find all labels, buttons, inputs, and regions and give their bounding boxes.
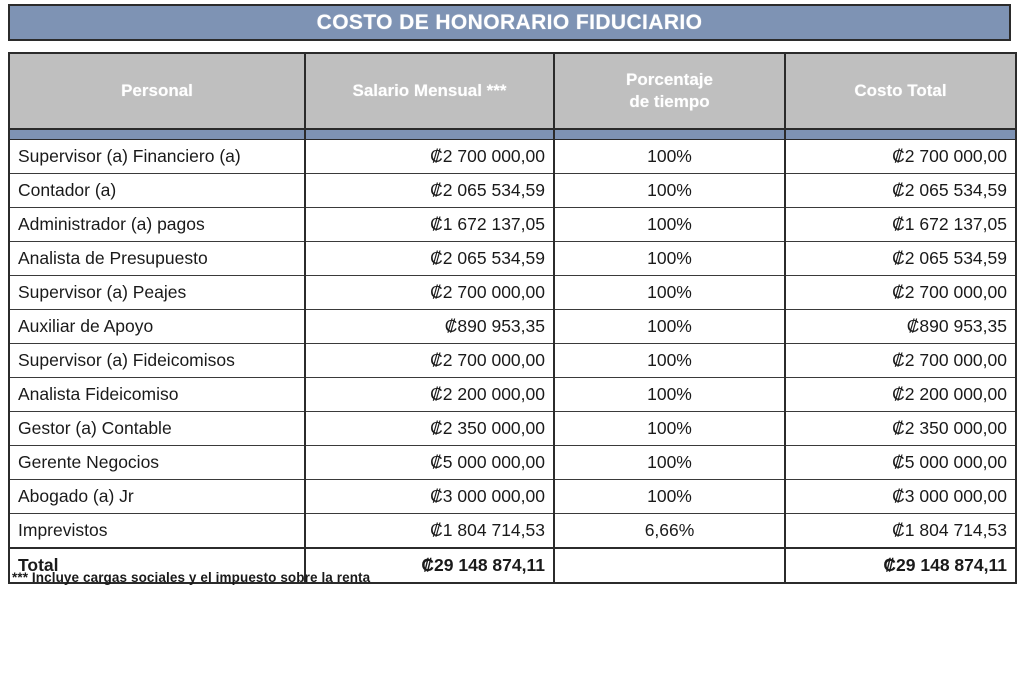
cell-salario-mensual: ₡1 672 137,05	[305, 208, 554, 242]
header-separator-strip	[9, 129, 1016, 140]
table-row	[9, 174, 1016, 208]
cell-salario-mensual: ₡2 700 000,00	[305, 140, 554, 174]
header-separator-cell	[9, 129, 305, 140]
cell-personal: Auxiliar de Apoyo	[9, 310, 305, 344]
document-title-banner	[8, 4, 1011, 41]
cell-personal: Gerente Negocios	[9, 446, 305, 480]
cell-salario-mensual: ₡890 953,35	[305, 310, 554, 344]
cell-porcentaje-de-tiempo	[554, 548, 785, 583]
table-row	[9, 276, 1016, 310]
cell-personal: Analista Fideicomiso	[9, 378, 305, 412]
header-separator-cell	[305, 129, 554, 140]
table-row	[9, 514, 1016, 549]
cell-personal: Imprevistos	[9, 514, 305, 549]
table-row	[9, 208, 1016, 242]
cell-personal: Abogado (a) Jr	[9, 480, 305, 514]
column-header-personal: Personal	[9, 53, 305, 129]
table-row	[9, 446, 1016, 480]
cell-costo-total: ₡1 804 714,53	[785, 514, 1016, 549]
cell-costo-total: ₡890 953,35	[785, 310, 1016, 344]
cell-salario-mensual: ₡1 804 714,53	[305, 514, 554, 549]
cell-porcentaje-de-tiempo: 100%	[554, 480, 785, 514]
cell-personal: Supervisor (a) Fideicomisos	[9, 344, 305, 378]
cell-costo-total: ₡2 065 534,59	[785, 242, 1016, 276]
cell-personal: Supervisor (a) Peajes	[9, 276, 305, 310]
table-row	[9, 344, 1016, 378]
cost-table-container	[8, 52, 1015, 584]
column-header-porcentaje-line2: de tiempo	[629, 92, 710, 111]
cell-salario-mensual: ₡5 000 000,00	[305, 446, 554, 480]
cell-porcentaje-de-tiempo: 100%	[554, 208, 785, 242]
cell-porcentaje-de-tiempo: 6,66%	[554, 514, 785, 549]
header-separator-cell	[554, 129, 785, 140]
cell-salario-mensual: ₡2 700 000,00	[305, 276, 554, 310]
cell-personal: Contador (a)	[9, 174, 305, 208]
cell-costo-total: ₡2 350 000,00	[785, 412, 1016, 446]
cell-porcentaje-de-tiempo: 100%	[554, 140, 785, 174]
table-footnote: *** Incluye cargas sociales y el impuesto sobre la renta	[12, 570, 371, 585]
table-row	[9, 480, 1016, 514]
cell-costo-total: ₡2 200 000,00	[785, 378, 1016, 412]
cell-costo-total: ₡5 000 000,00	[785, 446, 1016, 480]
cell-costo-total: ₡1 672 137,05	[785, 208, 1016, 242]
fiduciary-cost-table	[8, 52, 1017, 584]
cell-porcentaje-de-tiempo: 100%	[554, 412, 785, 446]
cell-porcentaje-de-tiempo: 100%	[554, 310, 785, 344]
cell-personal: Total	[9, 548, 305, 583]
header-separator-cell	[785, 129, 1016, 140]
column-header-costo-total: Costo Total	[785, 53, 1016, 129]
cell-personal: Gestor (a) Contable	[9, 412, 305, 446]
column-header-porcentaje-de-tiempo	[554, 53, 785, 129]
cell-porcentaje-de-tiempo: 100%	[554, 344, 785, 378]
cell-costo-total: ₡2 700 000,00	[785, 140, 1016, 174]
page-title: COSTO DE HONORARIO FIDUCIARIO	[316, 11, 703, 34]
cell-personal: Analista de Presupuesto	[9, 242, 305, 276]
cell-salario-mensual: ₡2 065 534,59	[305, 174, 554, 208]
table-header-row	[9, 53, 1016, 129]
cell-salario-mensual: ₡2 200 000,00	[305, 378, 554, 412]
table-body	[9, 140, 1016, 584]
cell-porcentaje-de-tiempo: 100%	[554, 276, 785, 310]
column-header-porcentaje-line1: Porcentaje	[626, 69, 713, 89]
cell-costo-total: ₡2 065 534,59	[785, 174, 1016, 208]
cell-costo-total: ₡29 148 874,11	[785, 548, 1016, 583]
cell-costo-total: ₡2 700 000,00	[785, 344, 1016, 378]
table-row	[9, 310, 1016, 344]
table-row	[9, 242, 1016, 276]
cell-porcentaje-de-tiempo: 100%	[554, 174, 785, 208]
cell-porcentaje-de-tiempo: 100%	[554, 446, 785, 480]
table-row	[9, 378, 1016, 412]
cell-salario-mensual: ₡2 700 000,00	[305, 344, 554, 378]
cell-porcentaje-de-tiempo: 100%	[554, 242, 785, 276]
table-row	[9, 140, 1016, 174]
cell-salario-mensual: ₡2 065 534,59	[305, 242, 554, 276]
column-header-salario-mensual: Salario Mensual ***	[305, 53, 554, 129]
cell-costo-total: ₡3 000 000,00	[785, 480, 1016, 514]
cell-porcentaje-de-tiempo: 100%	[554, 378, 785, 412]
cell-costo-total: ₡2 700 000,00	[785, 276, 1016, 310]
cell-salario-mensual: ₡3 000 000,00	[305, 480, 554, 514]
cell-personal: Supervisor (a) Financiero (a)	[9, 140, 305, 174]
cell-salario-mensual: ₡2 350 000,00	[305, 412, 554, 446]
cell-personal: Administrador (a) pagos	[9, 208, 305, 242]
cell-salario-mensual: ₡29 148 874,11	[305, 548, 554, 583]
table-row	[9, 412, 1016, 446]
table-header	[9, 53, 1016, 140]
